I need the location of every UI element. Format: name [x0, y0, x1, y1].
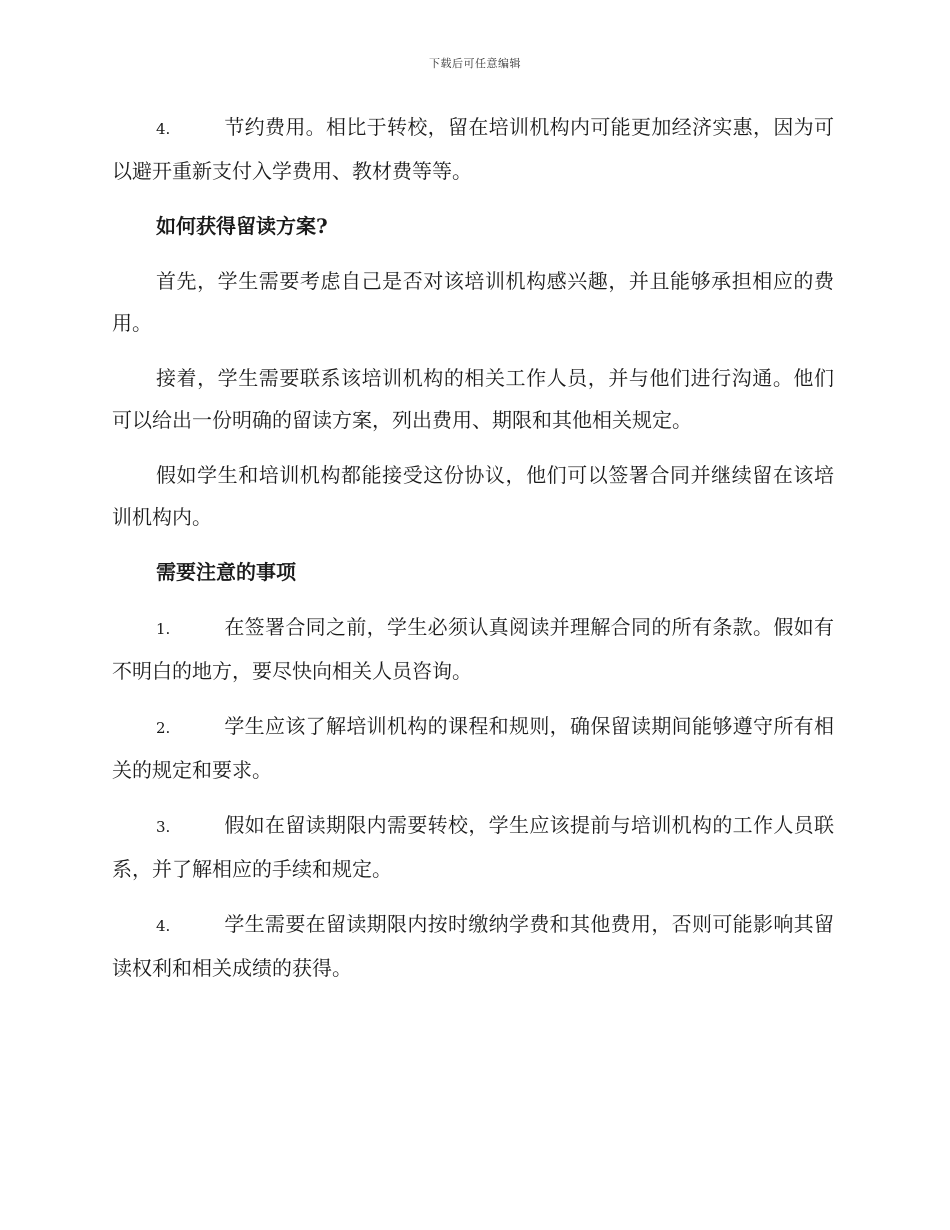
list-number: 2.: [156, 719, 171, 737]
list-number: 1.: [156, 620, 171, 638]
paragraph-agreement: 假如学生和培训机构都能接受这份协议，他们可以签署合同并继续留在该培训机构内。: [112, 463, 834, 529]
list-item-1: [112, 606, 834, 692]
list-item-3: [112, 804, 834, 890]
list-text: 学生需要在留读期限内按时缴纳学费和其他费用，否则可能影响其留读权利和相关成绩的获得。: [112, 912, 834, 980]
header-note: 下载后可任意编辑: [429, 57, 521, 70]
paragraph-next: 接着，学生需要联系该培训机构的相关工作人员，并与他们进行沟通。他们可以给出一份明确的留读方案，列出费用、期限和其他相关规定。: [112, 366, 834, 432]
list-item-4: [112, 903, 834, 989]
document-body: [112, 106, 834, 1002]
list-number: 3.: [156, 818, 171, 836]
paragraph-first: 首先，学生需要考虑自己是否对该培训机构感兴趣，并且能够承担相应的费用。: [112, 269, 834, 335]
section-heading-how-to-obtain: 如何获得留读方案?: [156, 214, 328, 238]
list-number: 4.: [156, 120, 171, 138]
list-text: 假如在留读期限内需要转校，学生应该提前与培训机构的工作人员联系，并了解相应的手续和规定。: [112, 813, 834, 881]
list-number: 4.: [156, 917, 171, 935]
list-text: 学生应该了解培训机构的课程和规则，确保留读期间能够遵守所有相关的规定和要求。: [112, 714, 834, 782]
list-item-4-savings: [112, 106, 834, 192]
list-item-2: [112, 705, 834, 791]
list-text: 节约费用。相比于转校，留在培训机构内可能更加经济实惠，因为可以避开重新支付入学费用、教材费等等。: [112, 115, 834, 183]
list-text: 在签署合同之前，学生必须认真阅读并理解合同的所有条款。假如有不明白的地方，要尽快向相关人员咨询。: [112, 615, 834, 683]
section-heading-notes: 需要注意的事项: [156, 560, 296, 584]
